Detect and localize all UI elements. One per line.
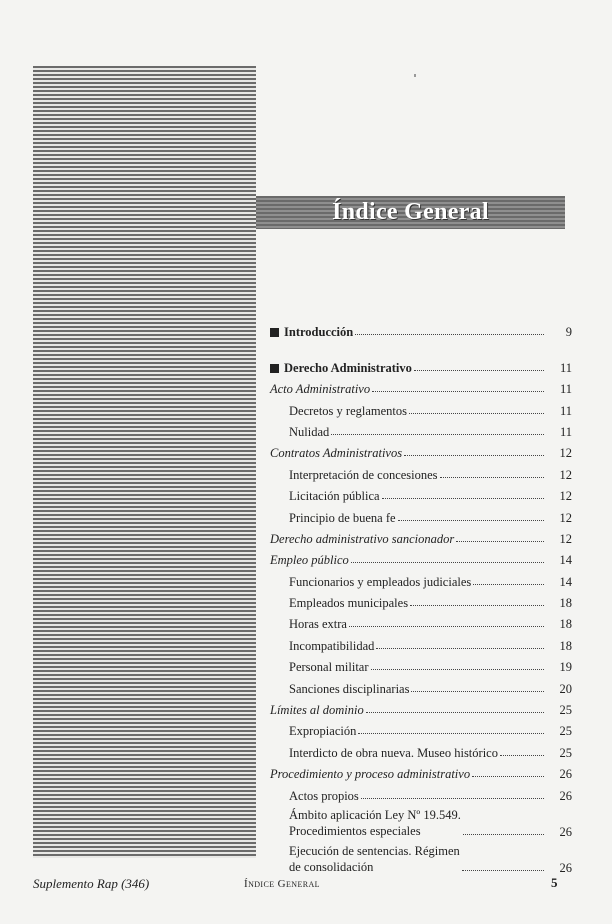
toc-entry xyxy=(270,460,572,481)
dot-leader xyxy=(376,648,544,649)
toc-entry-label: Derecho administrativo sancionador xyxy=(270,531,455,546)
toc-entry xyxy=(270,546,572,567)
toc-entry-label: Licitación pública xyxy=(289,489,380,504)
title-banner xyxy=(256,196,565,229)
toc-entry xyxy=(270,525,572,546)
dot-leader xyxy=(462,870,544,871)
toc-entry xyxy=(270,353,572,374)
page-title: Índice General xyxy=(332,199,489,225)
dot-leader xyxy=(351,562,544,563)
dot-leader xyxy=(410,605,544,606)
table-of-contents xyxy=(270,318,572,875)
toc-entry xyxy=(270,781,572,802)
toc-page-number: 12 xyxy=(559,489,572,504)
toc-entry-label: Principio de buena fe xyxy=(289,510,396,525)
footer-page-number: 5 xyxy=(551,875,558,890)
footer-section-title: Índice General xyxy=(244,878,320,890)
dot-leader xyxy=(355,334,544,335)
footer-publication: Suplemento Rap (346) xyxy=(33,876,150,891)
toc-entry xyxy=(270,696,572,717)
toc-entry-label: Procedimiento y proceso administrativo xyxy=(270,767,471,782)
dot-leader xyxy=(358,733,544,734)
toc-entry xyxy=(270,375,572,396)
toc-page-number: 12 xyxy=(559,446,572,461)
toc-entry-label: Contratos Administrativos xyxy=(270,446,403,461)
square-bullet-icon xyxy=(270,364,279,373)
toc-entry xyxy=(270,760,572,781)
toc-entry xyxy=(270,631,572,652)
dot-leader xyxy=(411,691,544,692)
toc-page-number: 19 xyxy=(559,660,572,675)
toc-entry xyxy=(270,653,572,674)
toc-page-number: 11 xyxy=(559,403,572,418)
toc-page-number: 26 xyxy=(559,824,572,839)
toc-entry-label: Interdicto de obra nueva. Museo histórico xyxy=(289,745,498,760)
toc-entry-label: Sanciones disciplinarias xyxy=(289,681,410,696)
toc-entry xyxy=(270,418,572,439)
toc-page-number: 18 xyxy=(559,638,572,653)
toc-entry-label: Introducción xyxy=(270,325,353,339)
dot-leader xyxy=(404,455,544,456)
dot-leader xyxy=(366,712,544,713)
dot-leader xyxy=(372,391,544,392)
dot-leader xyxy=(473,584,544,585)
toc-entry xyxy=(270,610,572,631)
toc-page-number: 14 xyxy=(559,553,572,568)
toc-page-number: 20 xyxy=(559,681,572,696)
toc-page-number: 25 xyxy=(559,724,572,739)
decorative-striped-panel xyxy=(33,66,256,858)
dot-leader xyxy=(331,434,544,435)
toc-entry-label: Empleo público xyxy=(270,553,349,568)
toc-entry xyxy=(270,738,572,759)
dot-leader xyxy=(456,541,544,542)
dot-leader xyxy=(472,776,544,777)
toc-page-number: 9 xyxy=(565,325,572,340)
toc-page-number: 18 xyxy=(559,617,572,632)
toc-page-number: 25 xyxy=(559,745,572,760)
toc-page-number: 12 xyxy=(559,531,572,546)
toc-entry-label: Acto Administrativo xyxy=(270,382,371,397)
toc-entry-label: Decretos y reglamentos xyxy=(289,403,408,418)
toc-page-number: 12 xyxy=(559,467,572,482)
toc-entry-label: Nulidad xyxy=(289,424,330,439)
toc-entry xyxy=(270,717,572,738)
toc-entry-label: Funcionarios y empleados judiciales xyxy=(289,574,472,589)
toc-entry xyxy=(270,503,572,524)
toc-entry-label: Actos propios xyxy=(289,788,359,803)
toc-page-number: 26 xyxy=(559,860,572,875)
square-bullet-icon xyxy=(270,328,279,337)
dot-leader xyxy=(398,520,544,521)
toc-entry-label: Derecho Administrativo xyxy=(270,361,412,375)
dot-leader xyxy=(361,798,544,799)
toc-entry-label: Personal militar xyxy=(289,660,369,675)
toc-page-number: 12 xyxy=(559,510,572,525)
toc-entry xyxy=(270,482,572,503)
toc-page-number: 18 xyxy=(559,596,572,611)
toc-page-number: 14 xyxy=(559,574,572,589)
toc-entry-label: Expropiación xyxy=(289,724,357,739)
dot-leader xyxy=(500,755,544,756)
print-speck xyxy=(414,74,416,77)
toc-entry-label: Límites al dominio xyxy=(270,703,364,718)
dot-leader xyxy=(409,413,544,414)
toc-entry xyxy=(270,589,572,610)
toc-entry xyxy=(270,843,572,875)
toc-page-number: 11 xyxy=(559,424,572,439)
toc-entry-label: Empleados municipales xyxy=(289,596,409,611)
toc-entry xyxy=(270,567,572,588)
toc-entry-label: Interpretación de concesiones xyxy=(289,467,438,482)
dot-leader xyxy=(349,626,544,627)
toc-entry-label: Ámbito aplicación Ley Nº 19.549. Procedimientos especiales xyxy=(289,807,461,838)
dot-leader xyxy=(371,669,545,670)
dot-leader xyxy=(382,498,544,499)
toc-entry xyxy=(270,439,572,460)
toc-entry-label: Horas extra xyxy=(289,617,347,632)
dot-leader xyxy=(414,370,544,371)
dot-leader xyxy=(463,834,544,835)
toc-page-number: 26 xyxy=(559,767,572,782)
dot-leader xyxy=(440,477,544,478)
toc-entry xyxy=(270,807,572,839)
toc-page-number: 11 xyxy=(559,382,572,397)
toc-entry xyxy=(270,318,572,339)
toc-entry xyxy=(270,674,572,695)
toc-entry xyxy=(270,396,572,417)
toc-page-number: 26 xyxy=(559,788,572,803)
toc-page-number: 25 xyxy=(559,703,572,718)
toc-entry-label: Incompatibilidad xyxy=(289,638,375,653)
toc-page-number: 11 xyxy=(559,360,572,375)
toc-entry-label: Ejecución de sentencias. Régimen de consolidación xyxy=(289,843,460,874)
